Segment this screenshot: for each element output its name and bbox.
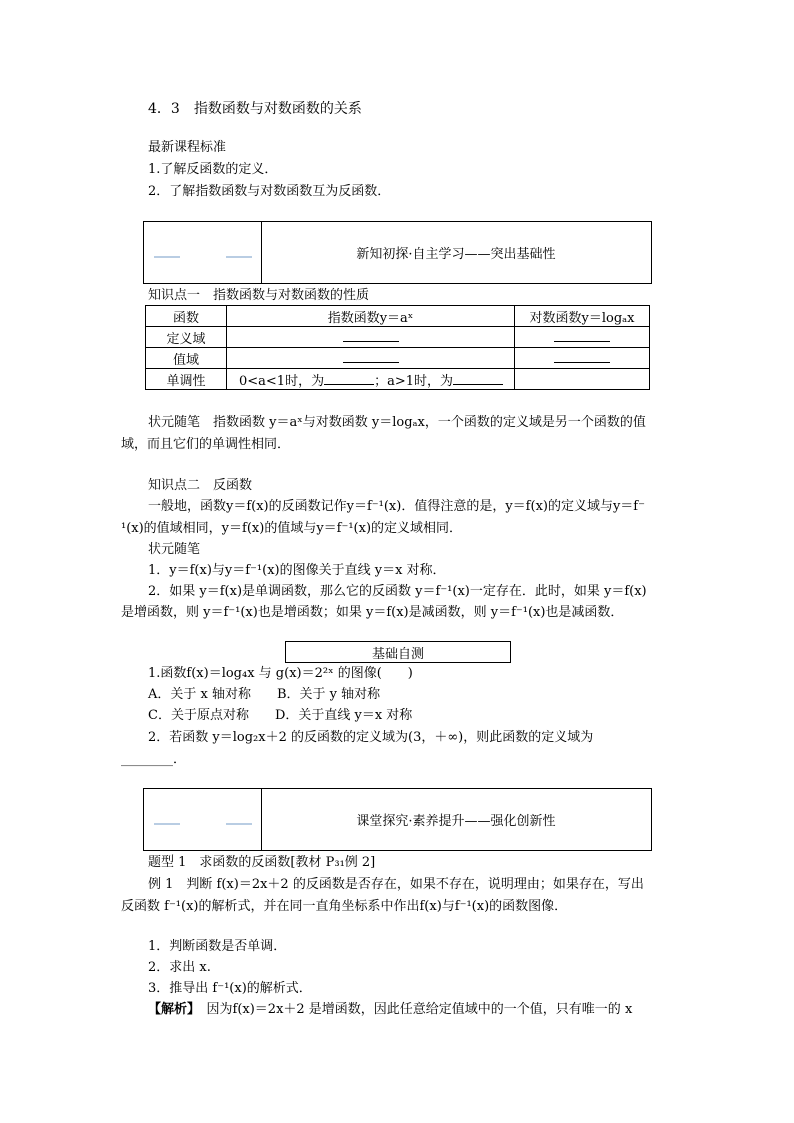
type-heading: 题型 1 求函数的反函数[教材 P₃₁例 2] (148, 855, 376, 870)
solution-label: 【解析】 (148, 1002, 194, 1017)
section-banner (143, 221, 652, 284)
example-line: 反函数 f⁻¹(x)的解析式，并在同一直角坐标系中作出f(x)与f⁻¹(x)的函数图像． (121, 899, 568, 914)
answer-blank (554, 329, 610, 342)
answer-blank (453, 372, 503, 385)
banner-title: 新知初探·自主学习——突出基础性 (356, 247, 556, 262)
standard-item: 1.了解反函数的定义． (148, 162, 278, 177)
self-test-box: 基础自测 (285, 641, 511, 663)
answer-blank-cell (227, 327, 515, 348)
table-header-cell: 函数 (146, 306, 227, 327)
table-row (146, 327, 650, 348)
step-item: 1．判断函数是否单调． (148, 939, 287, 954)
answer-blank-cell (515, 327, 650, 348)
knowledge-point-1-heading: 知识点一 指数函数与对数函数的性质 (148, 288, 370, 303)
step-item: 3．推导出 f⁻¹(x)的解析式． (148, 981, 312, 996)
monotonic-text: 0<a<1时，为 (239, 373, 325, 389)
question-line: 1.函数f(x)＝log₄x 与 g(x)＝2²ˣ 的图像( ) (148, 666, 413, 681)
banner-title: 课堂探究·素养提升——强化创新性 (356, 814, 556, 829)
table-row (146, 369, 650, 390)
table-row-label: 值域 (146, 348, 227, 369)
section-banner (143, 788, 652, 851)
answer-blank-cell (227, 348, 515, 369)
answer-blank (343, 329, 399, 342)
table-header-cell: 对数函数y＝logₐx (515, 306, 650, 327)
question-options: C．关于原点对称 D．关于直线 y＝x 对称 (148, 708, 413, 723)
properties-table (145, 305, 650, 390)
answer-blank (324, 372, 374, 385)
answer-blank-cell (515, 348, 650, 369)
answer-blank (554, 350, 610, 363)
question-line: 2．若函数 y＝log₂x＋2 的反函数的定义域为(3，＋∞)，则此函数的定义域为 (148, 730, 594, 745)
table-header-cell: 指数函数y＝aˣ (227, 306, 515, 327)
banner-decoration (144, 789, 262, 850)
section-title: 4．3 指数函数与对数函数的关系 (148, 101, 362, 117)
table-row (146, 348, 650, 369)
standard-item: 2．了解指数函数与对数函数互为反函数． (148, 184, 391, 199)
table-row-label: 单调性 (146, 369, 227, 390)
monotonic-text: ；a>1时，为 (374, 373, 453, 389)
solution-line (148, 1001, 632, 1019)
definition-line: ¹(x)的值域相同，y＝f(x)的值域与y＝f⁻¹(x)的定义域相同． (121, 521, 463, 536)
definition-line: 一般地，函数y＝f(x)的反函数记作y＝f⁻¹(x)．值得注意的是，y＝f(x)的定义域与y＝f⁻ (148, 499, 645, 514)
note-line: 状元随笔 指数函数 y＝aˣ与对数函数 y＝logₐx，一个函数的定义域是另一个函数的值 (148, 415, 646, 430)
note-line: 1．y＝f(x)与y＝f⁻¹(x)的图像关于直线 y＝x 对称． (148, 563, 446, 578)
question-options: A．关于 x 轴对称 B．关于 y 轴对称 (148, 687, 381, 702)
monotonicity-cell (227, 369, 515, 390)
step-item: 2．求出 x. (148, 960, 211, 975)
note-line: 2．如果 y＝f(x)是单调函数，那么它的反函数 y＝f⁻¹(x)一定存在．此时，如果 y＝f(x) (148, 584, 647, 599)
example-line: 例 1 判断 f(x)＝2x＋2 的反函数是否存在，如果不存在，说明理由；如果存在，写出 (148, 877, 644, 892)
note-line: 是增函数，则 y＝f⁻¹(x)也是增函数；如果 y＝f(x)是减函数，则 y＝f⁻¹(x)也是减函数． (121, 605, 624, 620)
standard-heading: 最新课程标准 (148, 140, 227, 155)
answer-blank (343, 350, 399, 363)
table-row (146, 306, 650, 327)
banner-decoration (144, 222, 262, 283)
solution-text: 因为f(x)＝2x＋2 是增函数，因此任意给定值域中的一个值，只有唯一的 x (193, 1002, 633, 1017)
empty-cell (515, 369, 650, 390)
table-row-label: 定义域 (146, 327, 227, 348)
knowledge-point-2-heading: 知识点二 反函数 (148, 478, 253, 493)
question-line: ________． (121, 752, 187, 767)
note-heading: 状元随笔 (148, 542, 201, 557)
note-line: 域，而且它们的单调性相同． (121, 437, 291, 452)
